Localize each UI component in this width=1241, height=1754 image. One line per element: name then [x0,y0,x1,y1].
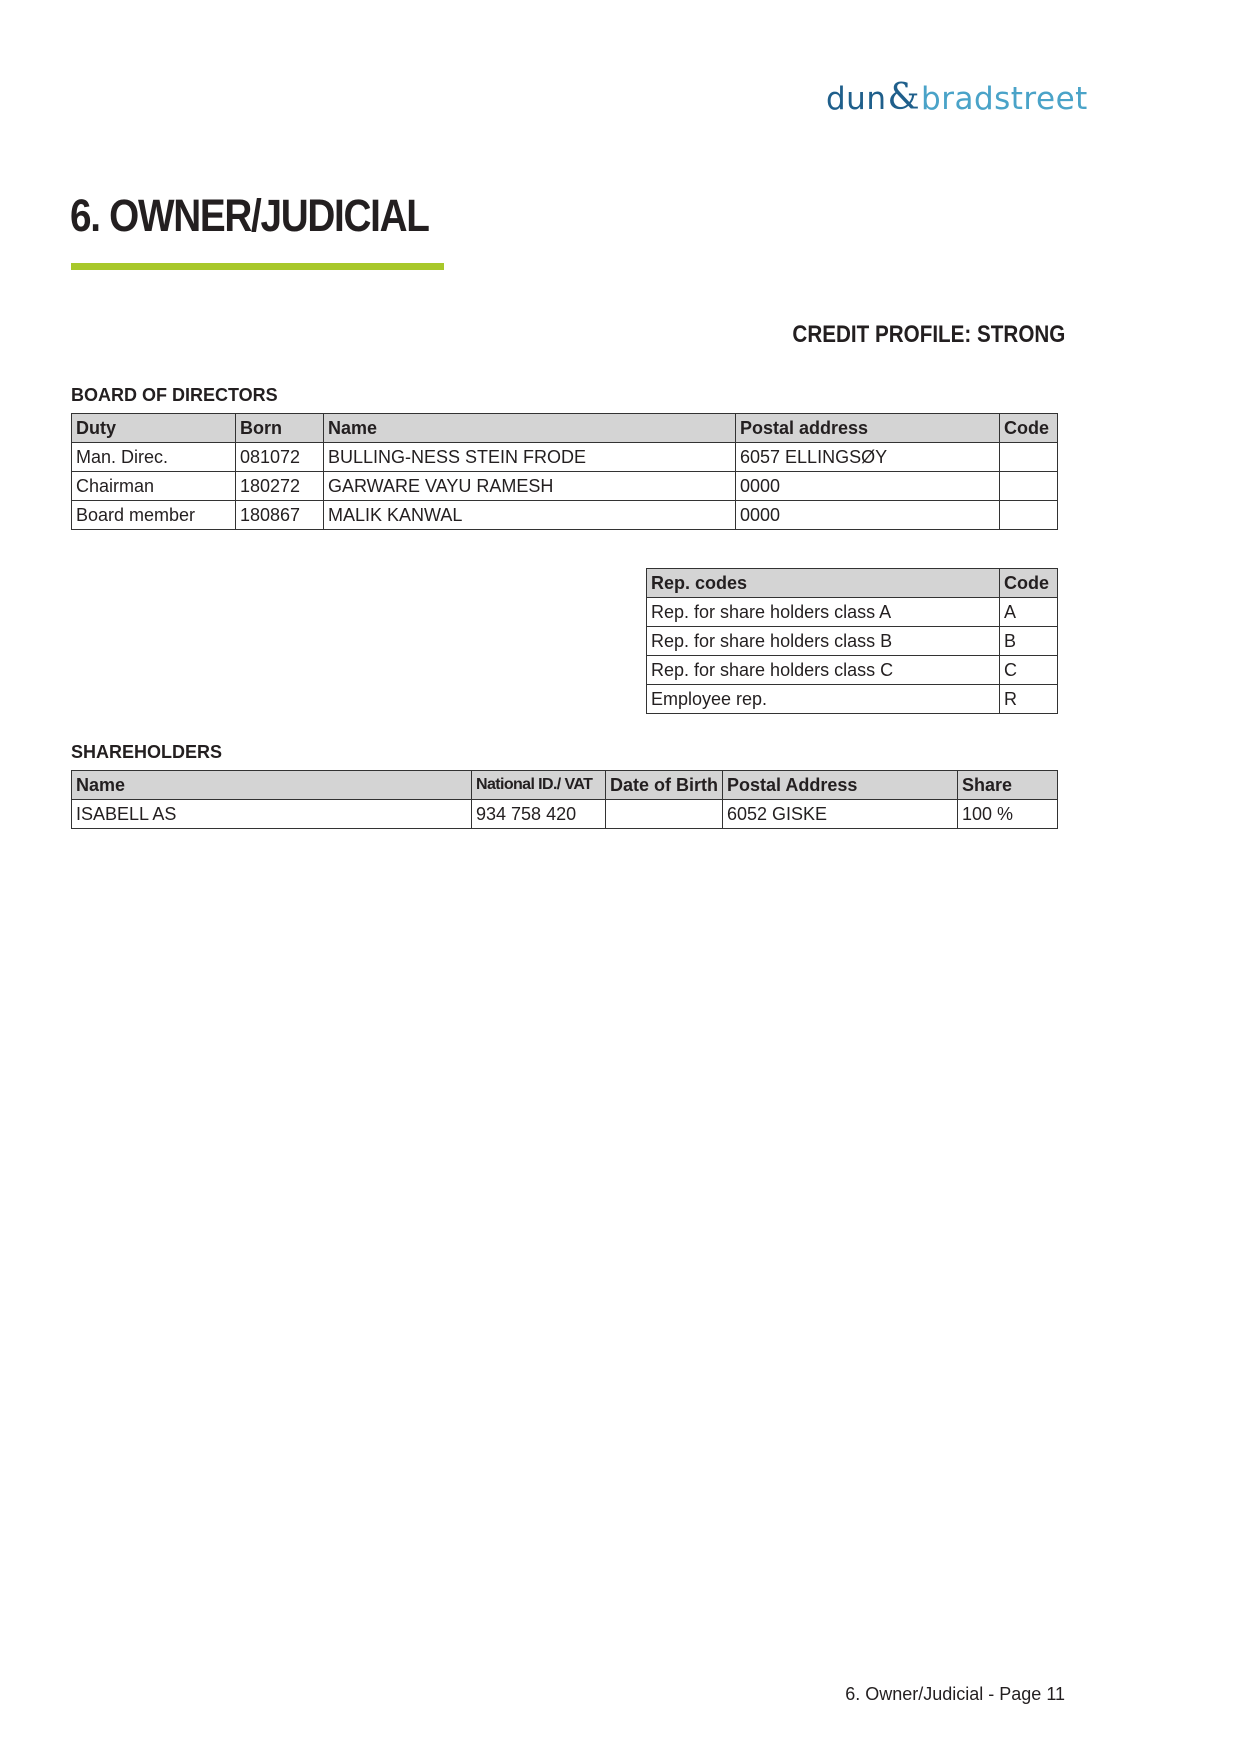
cell-share: 100 % [958,800,1058,829]
cell-code: B [1000,627,1058,656]
column-header-national-id: National ID./ VAT [472,771,606,800]
column-header-share: Share [958,771,1058,800]
column-header-code: Code [1000,569,1058,598]
cell-code [1000,472,1058,501]
cell-born: 180867 [236,501,324,530]
column-header-name: Name [72,771,472,800]
cell-duty: Man. Direc. [72,443,236,472]
cell-postal-address: 0000 [736,501,1000,530]
column-header-postal-address: Postal address [736,414,1000,443]
cell-name: MALIK KANWAL [324,501,736,530]
cell-rep-description: Rep. for share holders class B [647,627,1000,656]
cell-duty: Chairman [72,472,236,501]
column-header-code: Code [1000,414,1058,443]
board-of-directors-label: BOARD OF DIRECTORS [71,385,278,405]
cell-name: ISABELL AS [72,800,472,829]
page-footer: 6. Owner/Judicial - Page 11 [845,1684,1065,1704]
table-header-row [647,569,1058,598]
table-header-row [72,414,1058,443]
table-row [647,656,1058,685]
table-header-row [72,771,1058,800]
column-header-postal-address: Postal Address [723,771,958,800]
cell-rep-description: Rep. for share holders class A [647,598,1000,627]
column-header-date-of-birth: Date of Birth [606,771,723,800]
column-header-name: Name [324,414,736,443]
logo-ampersand: & [887,77,921,118]
cell-rep-description: Employee rep. [647,685,1000,714]
column-header-duty: Duty [72,414,236,443]
cell-code: A [1000,598,1058,627]
cell-code [1000,443,1058,472]
cell-name: GARWARE VAYU RAMESH [324,472,736,501]
title-underline [71,263,444,270]
cell-date-of-birth [606,800,723,829]
table-row [72,443,1058,472]
cell-born: 081072 [236,443,324,472]
column-header-rep-codes: Rep. codes [647,569,1000,598]
cell-code: C [1000,656,1058,685]
table-row [647,627,1058,656]
column-header-born: Born [236,414,324,443]
shareholders-label: SHAREHOLDERS [71,742,223,762]
rep-codes-table [646,568,1058,714]
cell-national-id: 934 758 420 [472,800,606,829]
logo-bradstreet: bradstreet [921,81,1088,117]
cell-postal-address: 0000 [736,472,1000,501]
logo-dun: dun [826,81,887,117]
cell-duty: Board member [72,501,236,530]
cell-code: R [1000,685,1058,714]
table-row [72,501,1058,530]
cell-postal-address: 6052 GISKE [723,800,958,829]
cell-born: 180272 [236,472,324,501]
cell-name: BULLING-NESS STEIN FRODE [324,443,736,472]
shareholders-table [71,770,1058,829]
cell-postal-address: 6057 ELLINGSØY [736,443,1000,472]
table-row [72,472,1058,501]
cell-code [1000,501,1058,530]
table-row [647,598,1058,627]
table-row [72,800,1058,829]
cell-rep-description: Rep. for share holders class C [647,656,1000,685]
page-title: 6. OWNER/JUDICIAL [70,190,429,241]
credit-profile: CREDIT PROFILE: STRONG [792,321,1065,348]
table-row [647,685,1058,714]
dun-bradstreet-logo [826,77,1088,118]
board-of-directors-table [71,413,1058,530]
